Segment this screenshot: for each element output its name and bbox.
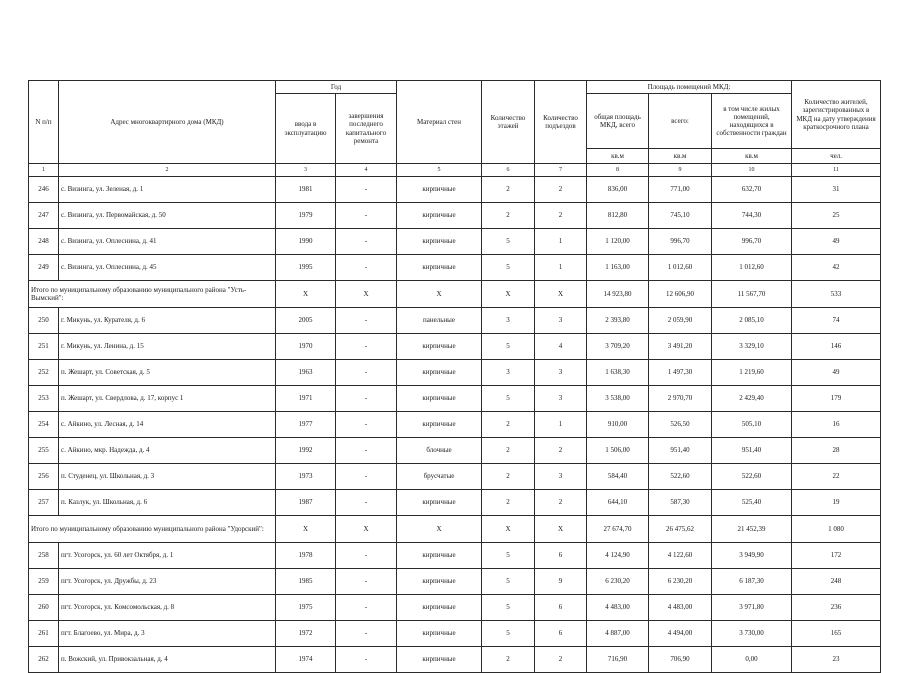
year-commission-cell: 1972 <box>276 621 336 647</box>
residents-cell: 179 <box>792 386 881 412</box>
header-floors: Количество этажей <box>482 81 535 164</box>
table-row <box>29 255 881 281</box>
row-number: 247 <box>29 203 59 229</box>
header-area-group: Площадь помещений МКД: <box>587 81 792 94</box>
residents-cell: 22 <box>792 464 881 490</box>
floors-cell: 3 <box>482 360 535 386</box>
address-cell: п. Жешарт, ул. Советская, д. 5 <box>59 360 276 386</box>
total-area-cell: 812,80 <box>587 203 649 229</box>
address-cell: п. Вожский, ул. Привокзальная, д. 4 <box>59 647 276 673</box>
table-row <box>29 177 881 203</box>
column-number: 10 <box>712 164 792 177</box>
header-entrances: Количество подъездов <box>535 81 587 164</box>
total-area-cell: 644,10 <box>587 490 649 516</box>
wall-material-cell: кирпичные <box>397 360 482 386</box>
living-area-cell: 4 494,00 <box>649 621 712 647</box>
residents-cell: 533 <box>792 281 881 308</box>
citizen-area-cell: 21 452,39 <box>712 516 792 543</box>
floors-cell: X <box>482 281 535 308</box>
living-area-cell: 4 122,60 <box>649 543 712 569</box>
residents-cell: 42 <box>792 255 881 281</box>
citizen-area-cell: 505,10 <box>712 412 792 438</box>
column-number: 5 <box>397 164 482 177</box>
entrances-cell: 2 <box>535 177 587 203</box>
wall-material-cell: кирпичные <box>397 595 482 621</box>
table-header <box>29 81 881 177</box>
floors-cell: 5 <box>482 621 535 647</box>
address-cell: пгт. Усогорск, ул. 60 лет Октября, д. 1 <box>59 543 276 569</box>
year-repair-cell: - <box>336 412 397 438</box>
table-row <box>29 334 881 360</box>
total-area-cell: 3 538,00 <box>587 386 649 412</box>
wall-material-cell: кирпичные <box>397 621 482 647</box>
subtotal-label: Итого по муниципальному образованию муниципального района "Усть-Вымский": <box>29 281 276 308</box>
year-repair-cell: - <box>336 360 397 386</box>
living-area-cell: 996,70 <box>649 229 712 255</box>
residents-cell: 28 <box>792 438 881 464</box>
address-cell: с. Визинга, ул. Оплеснина, д. 45 <box>59 255 276 281</box>
total-area-cell: 716,90 <box>587 647 649 673</box>
living-area-cell: 3 491,20 <box>649 334 712 360</box>
living-area-cell: 951,40 <box>649 438 712 464</box>
table-row <box>29 569 881 595</box>
subtotal-row <box>29 281 881 308</box>
entrances-cell: 2 <box>535 647 587 673</box>
total-area-cell: 584,40 <box>587 464 649 490</box>
entrances-cell: 1 <box>535 229 587 255</box>
table-row <box>29 203 881 229</box>
subtotal-label: Итого по муниципальному образованию муниципального района "Удорский": <box>29 516 276 543</box>
year-commission-cell: 1978 <box>276 543 336 569</box>
row-number: 257 <box>29 490 59 516</box>
entrances-cell: 2 <box>535 203 587 229</box>
citizen-area-cell: 3 730,00 <box>712 621 792 647</box>
address-cell: с. Визинга, ул. Оплеснина, д. 41 <box>59 229 276 255</box>
floors-cell: 2 <box>482 438 535 464</box>
table-row <box>29 412 881 438</box>
table-body <box>29 177 881 673</box>
row-number: 261 <box>29 621 59 647</box>
entrances-cell: 6 <box>535 595 587 621</box>
living-area-cell: 12 606,90 <box>649 281 712 308</box>
year-repair-cell: - <box>336 621 397 647</box>
living-area-cell: 6 230,20 <box>649 569 712 595</box>
wall-material-cell: кирпичные <box>397 334 482 360</box>
wall-material-cell: брусчатые <box>397 464 482 490</box>
year-commission-cell: 1981 <box>276 177 336 203</box>
column-number: 2 <box>59 164 276 177</box>
residents-cell: 16 <box>792 412 881 438</box>
table-row <box>29 621 881 647</box>
entrances-cell: 1 <box>535 255 587 281</box>
row-number: 252 <box>29 360 59 386</box>
total-area-cell: 1 506,00 <box>587 438 649 464</box>
unit-residents: чел. <box>792 149 881 164</box>
floors-cell: 5 <box>482 569 535 595</box>
total-area-cell: 1 638,30 <box>587 360 649 386</box>
citizen-area-cell: 2 085,10 <box>712 308 792 334</box>
living-area-cell: 745,10 <box>649 203 712 229</box>
row-number: 260 <box>29 595 59 621</box>
total-area-cell: 910,00 <box>587 412 649 438</box>
year-repair-cell: - <box>336 595 397 621</box>
wall-material-cell: кирпичные <box>397 229 482 255</box>
residents-cell: 172 <box>792 543 881 569</box>
entrances-cell: 3 <box>535 308 587 334</box>
citizen-area-cell: 996,70 <box>712 229 792 255</box>
floors-cell: 5 <box>482 334 535 360</box>
residents-cell: 31 <box>792 177 881 203</box>
floors-cell: X <box>482 516 535 543</box>
residents-cell: 165 <box>792 621 881 647</box>
column-number: 8 <box>587 164 649 177</box>
unit-living-total: кв.м <box>649 149 712 164</box>
year-commission-cell: 1987 <box>276 490 336 516</box>
total-area-cell: 2 393,80 <box>587 308 649 334</box>
residents-cell: 248 <box>792 569 881 595</box>
table-row <box>29 543 881 569</box>
unit-living-citizens: кв.м <box>712 149 792 164</box>
column-number: 7 <box>535 164 587 177</box>
living-area-cell: 2 059,90 <box>649 308 712 334</box>
year-commission-cell: X <box>276 281 336 308</box>
unit-total-area: кв.м <box>587 149 649 164</box>
year-commission-cell: 1985 <box>276 569 336 595</box>
year-repair-cell: X <box>336 516 397 543</box>
header-total-area: общая площадь МКД, всего <box>587 94 649 149</box>
year-commission-cell: 1992 <box>276 438 336 464</box>
table-row <box>29 308 881 334</box>
wall-material-cell: кирпичные <box>397 412 482 438</box>
year-commission-cell: 1963 <box>276 360 336 386</box>
living-area-cell: 1 012,60 <box>649 255 712 281</box>
total-area-cell: 4 483,00 <box>587 595 649 621</box>
floors-cell: 5 <box>482 229 535 255</box>
year-commission-cell: X <box>276 516 336 543</box>
entrances-cell: X <box>535 281 587 308</box>
address-cell: пгт. Усогорск, ул. Комсомольская, д. 8 <box>59 595 276 621</box>
total-area-cell: 6 230,20 <box>587 569 649 595</box>
row-number: 250 <box>29 308 59 334</box>
year-repair-cell: - <box>336 203 397 229</box>
address-cell: г. Микунь, ул. Курателя, д. 6 <box>59 308 276 334</box>
year-commission-cell: 1970 <box>276 334 336 360</box>
address-cell: с. Айкино, мкр. Надежда, д. 4 <box>59 438 276 464</box>
residents-cell: 146 <box>792 334 881 360</box>
row-number: 262 <box>29 647 59 673</box>
wall-material-cell: X <box>397 281 482 308</box>
entrances-cell: 3 <box>535 386 587 412</box>
wall-material-cell: кирпичные <box>397 647 482 673</box>
row-number: 255 <box>29 438 59 464</box>
citizen-area-cell: 3 329,10 <box>712 334 792 360</box>
address-cell: пгт. Благоево, ул. Мира, д. 3 <box>59 621 276 647</box>
entrances-cell: 3 <box>535 464 587 490</box>
column-number: 3 <box>276 164 336 177</box>
column-number-row <box>29 164 881 177</box>
residents-cell: 19 <box>792 490 881 516</box>
header-living-total: всего: <box>649 94 712 149</box>
floors-cell: 2 <box>482 464 535 490</box>
year-repair-cell: - <box>336 308 397 334</box>
header-living-citizens: в том числе жилых помещений, находящихся в собственности граждан <box>712 94 792 149</box>
living-area-cell: 1 497,30 <box>649 360 712 386</box>
address-cell: с. Айкино, ул. Лесная, д. 14 <box>59 412 276 438</box>
header-num: N п/п <box>29 81 59 164</box>
year-repair-cell: - <box>336 386 397 412</box>
citizen-area-cell: 3 971,80 <box>712 595 792 621</box>
year-commission-cell: 1974 <box>276 647 336 673</box>
residents-cell: 25 <box>792 203 881 229</box>
living-area-cell: 2 970,70 <box>649 386 712 412</box>
address-cell: с. Визинга, ул. Первомайская, д. 50 <box>59 203 276 229</box>
citizen-area-cell: 951,40 <box>712 438 792 464</box>
floors-cell: 5 <box>482 255 535 281</box>
year-commission-cell: 1971 <box>276 386 336 412</box>
address-cell: п. Жешарт, ул. Свердлова, д. 17, корпус 1 <box>59 386 276 412</box>
wall-material-cell: кирпичные <box>397 255 482 281</box>
header-wall-material: Материал стен <box>397 81 482 164</box>
address-cell: г. Микунь, ул. Ленина, д. 15 <box>59 334 276 360</box>
entrances-cell: 4 <box>535 334 587 360</box>
citizen-area-cell: 0,00 <box>712 647 792 673</box>
wall-material-cell: кирпичные <box>397 569 482 595</box>
year-commission-cell: 1995 <box>276 255 336 281</box>
table-row <box>29 464 881 490</box>
wall-material-cell: кирпичные <box>397 543 482 569</box>
citizen-area-cell: 525,40 <box>712 490 792 516</box>
year-repair-cell: - <box>336 464 397 490</box>
column-number: 4 <box>336 164 397 177</box>
year-repair-cell: - <box>336 569 397 595</box>
header-year-commission: ввода в эксплуатацию <box>276 94 336 164</box>
year-commission-cell: 1973 <box>276 464 336 490</box>
living-area-cell: 26 475,62 <box>649 516 712 543</box>
row-number: 249 <box>29 255 59 281</box>
total-area-cell: 836,00 <box>587 177 649 203</box>
total-area-cell: 1 120,00 <box>587 229 649 255</box>
residents-cell: 74 <box>792 308 881 334</box>
wall-material-cell: кирпичные <box>397 490 482 516</box>
wall-material-cell: кирпичные <box>397 177 482 203</box>
header-residents: Количество жителей, зарегистрированных в МКД на дату утверждения краткосрочного плана <box>792 81 881 149</box>
year-commission-cell: 1990 <box>276 229 336 255</box>
living-area-cell: 4 483,00 <box>649 595 712 621</box>
residents-cell: 49 <box>792 229 881 255</box>
table-row <box>29 229 881 255</box>
floors-cell: 2 <box>482 647 535 673</box>
year-repair-cell: X <box>336 281 397 308</box>
row-number: 248 <box>29 229 59 255</box>
citizen-area-cell: 522,60 <box>712 464 792 490</box>
header-year-group: Год <box>276 81 397 94</box>
entrances-cell: 6 <box>535 543 587 569</box>
total-area-cell: 4 124,90 <box>587 543 649 569</box>
header-address: Адрес многоквартирного дома (МКД) <box>59 81 276 164</box>
wall-material-cell: кирпичные <box>397 203 482 229</box>
entrances-cell: 1 <box>535 412 587 438</box>
wall-material-cell: кирпичные <box>397 386 482 412</box>
living-area-cell: 587,30 <box>649 490 712 516</box>
residents-cell: 236 <box>792 595 881 621</box>
entrances-cell: 6 <box>535 621 587 647</box>
wall-material-cell: X <box>397 516 482 543</box>
row-number: 254 <box>29 412 59 438</box>
entrances-cell: 2 <box>535 438 587 464</box>
column-number: 11 <box>792 164 881 177</box>
citizen-area-cell: 11 567,70 <box>712 281 792 308</box>
address-cell: с. Визинга, ул. Зеленая, д. 1 <box>59 177 276 203</box>
living-area-cell: 522,60 <box>649 464 712 490</box>
total-area-cell: 4 887,00 <box>587 621 649 647</box>
row-number: 258 <box>29 543 59 569</box>
row-number: 253 <box>29 386 59 412</box>
header-year-repair: завершения последнего капитального ремонта <box>336 94 397 164</box>
floors-cell: 2 <box>482 177 535 203</box>
citizen-area-cell: 3 949,90 <box>712 543 792 569</box>
citizen-area-cell: 632,70 <box>712 177 792 203</box>
floors-cell: 2 <box>482 203 535 229</box>
year-repair-cell: - <box>336 647 397 673</box>
address-cell: пгт. Усогорск, ул. Дружбы, д. 23 <box>59 569 276 595</box>
floors-cell: 2 <box>482 412 535 438</box>
table-row <box>29 386 881 412</box>
year-commission-cell: 1979 <box>276 203 336 229</box>
year-repair-cell: - <box>336 229 397 255</box>
total-area-cell: 3 709,20 <box>587 334 649 360</box>
citizen-area-cell: 744,30 <box>712 203 792 229</box>
column-number: 1 <box>29 164 59 177</box>
row-number: 256 <box>29 464 59 490</box>
address-cell: п. Студенец, ул. Школьная, д. 3 <box>59 464 276 490</box>
column-number: 6 <box>482 164 535 177</box>
citizen-area-cell: 1 219,60 <box>712 360 792 386</box>
entrances-cell: X <box>535 516 587 543</box>
living-area-cell: 771,00 <box>649 177 712 203</box>
citizen-area-cell: 6 187,30 <box>712 569 792 595</box>
row-number: 251 <box>29 334 59 360</box>
column-number: 9 <box>649 164 712 177</box>
year-repair-cell: - <box>336 490 397 516</box>
floors-cell: 5 <box>482 543 535 569</box>
year-repair-cell: - <box>336 334 397 360</box>
row-number: 246 <box>29 177 59 203</box>
living-area-cell: 706,90 <box>649 647 712 673</box>
table-row <box>29 595 881 621</box>
total-area-cell: 14 923,80 <box>587 281 649 308</box>
year-commission-cell: 1977 <box>276 412 336 438</box>
residents-cell: 49 <box>792 360 881 386</box>
year-repair-cell: - <box>336 177 397 203</box>
residents-cell: 1 080 <box>792 516 881 543</box>
entrances-cell: 2 <box>535 490 587 516</box>
wall-material-cell: панельные <box>397 308 482 334</box>
address-cell: п. Казлук, ул. Школьная, д. 6 <box>59 490 276 516</box>
year-commission-cell: 2005 <box>276 308 336 334</box>
floors-cell: 2 <box>482 490 535 516</box>
total-area-cell: 1 163,00 <box>587 255 649 281</box>
table-row <box>29 360 881 386</box>
citizen-area-cell: 1 012,60 <box>712 255 792 281</box>
floors-cell: 3 <box>482 308 535 334</box>
table-row <box>29 490 881 516</box>
citizen-area-cell: 2 429,40 <box>712 386 792 412</box>
year-commission-cell: 1975 <box>276 595 336 621</box>
table-row <box>29 647 881 673</box>
floors-cell: 5 <box>482 386 535 412</box>
housing-register-table <box>28 80 881 673</box>
entrances-cell: 3 <box>535 360 587 386</box>
subtotal-row <box>29 516 881 543</box>
wall-material-cell: блочные <box>397 438 482 464</box>
row-number: 259 <box>29 569 59 595</box>
year-repair-cell: - <box>336 255 397 281</box>
year-repair-cell: - <box>336 543 397 569</box>
year-repair-cell: - <box>336 438 397 464</box>
living-area-cell: 526,50 <box>649 412 712 438</box>
floors-cell: 5 <box>482 595 535 621</box>
table-row <box>29 438 881 464</box>
entrances-cell: 9 <box>535 569 587 595</box>
total-area-cell: 27 674,70 <box>587 516 649 543</box>
residents-cell: 23 <box>792 647 881 673</box>
